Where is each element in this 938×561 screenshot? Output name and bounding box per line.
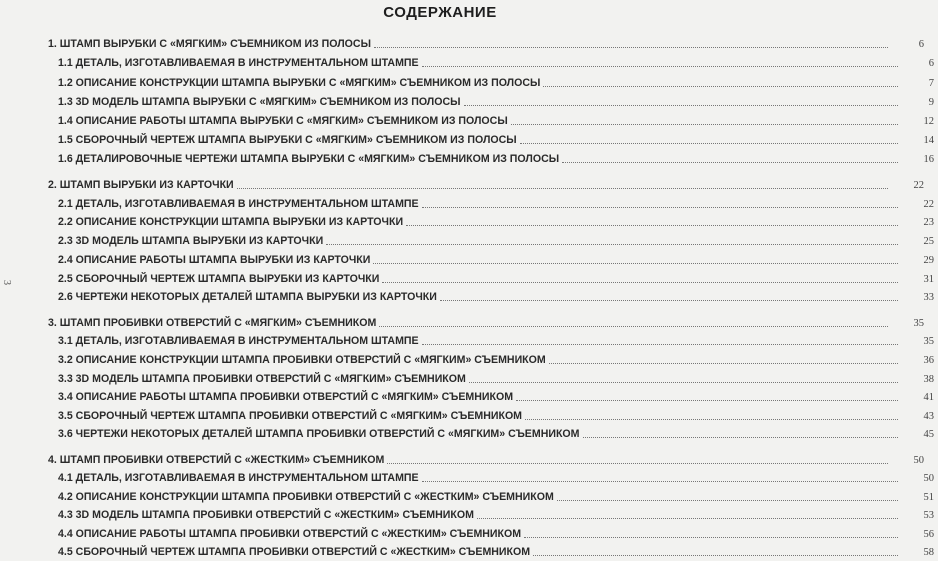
toc-section[interactable]	[0, 314, 928, 330]
toc-item[interactable]	[0, 488, 938, 504]
toc-item-label: 1.1 ДЕТАЛЬ, ИЗГОТАВЛИВАЕМАЯ В ИНСТРУМЕНТАЛЬНОМ ШТАМПЕ	[58, 57, 419, 69]
dot-leader	[422, 343, 898, 345]
toc-page-number: 56	[923, 529, 934, 540]
toc-page-number: 50	[913, 455, 924, 466]
toc-item[interactable]	[0, 388, 938, 404]
toc-item[interactable]	[0, 469, 938, 485]
toc-page-number: 50	[923, 473, 934, 484]
toc-item-label: 2.1 ДЕТАЛЬ, ИЗГОТАВЛИВАЕМАЯ В ИНСТРУМЕНТАЛЬНОМ ШТАМПЕ	[58, 198, 419, 210]
dot-leader	[382, 281, 898, 283]
dot-leader	[440, 299, 898, 301]
toc-item-label: 4.4 ОПИСАНИЕ РАБОТЫ ШТАМПА ПРОБИВКИ ОТВЕРСТИЙ С «ЖЕСТКИМ» СЪЕМНИКОМ	[58, 528, 522, 540]
toc-item[interactable]	[0, 543, 938, 559]
dot-leader	[326, 243, 898, 245]
toc-page-number: 45	[923, 429, 934, 440]
toc-page-number: 12	[923, 116, 934, 127]
toc-item[interactable]	[0, 195, 938, 211]
dot-leader	[549, 362, 898, 364]
toc-page-number: 35	[923, 336, 934, 347]
toc-page-number: 14	[923, 135, 934, 146]
toc-item-label: 3.5 СБОРОЧНЫЙ ЧЕРТЕЖ ШТАМПА ПРОБИВКИ ОТВЕРСТИЙ С «МЯГКИМ» СЪЕМНИКОМ	[58, 410, 523, 422]
toc-page-number: 31	[923, 274, 934, 285]
dot-leader	[464, 104, 899, 106]
toc-item[interactable]	[0, 131, 938, 147]
toc-item-label: 1.3 3D МОДЕЛЬ ШТАМПА ВЫРУБКИ С «МЯГКИМ» СЪЕМНИКОМ ИЗ ПОЛОСЫ	[58, 96, 461, 108]
toc-item-label: 3.4 ОПИСАНИЕ РАБОТЫ ШТАМПА ПРОБИВКИ ОТВЕРСТИЙ С «МЯГКИМ» СЪЕМНИКОМ	[58, 391, 514, 403]
dot-leader	[373, 262, 898, 264]
toc-item[interactable]	[0, 93, 938, 109]
toc-item[interactable]	[0, 112, 938, 128]
toc-item-label: 3.3 3D МОДЕЛЬ ШТАМПА ПРОБИВКИ ОТВЕРСТИЙ С «МЯГКИМ» СЪЕМНИКОМ	[58, 373, 466, 385]
toc-item-label: 1.6 ДЕТАЛИРОВОЧНЫЕ ЧЕРТЕЖИ ШТАМПА ВЫРУБКИ С «МЯГКИМ» СЪЕМНИКОМ ИЗ ПОЛОСЫ	[58, 153, 560, 165]
toc-item[interactable]	[0, 370, 938, 386]
toc-item[interactable]	[0, 150, 938, 166]
toc-page-number: 35	[913, 318, 924, 329]
toc-page-number: 41	[923, 392, 934, 403]
toc-page-number: 9	[928, 97, 934, 108]
toc-item[interactable]	[0, 232, 938, 248]
toc-page-number: 23	[923, 217, 934, 228]
toc-section[interactable]	[0, 176, 928, 192]
dot-leader	[520, 142, 898, 144]
toc-item-label: 2.3 3D МОДЕЛЬ ШТАМПА ВЫРУБКИ ИЗ КАРТОЧКИ	[58, 235, 324, 247]
toc-item[interactable]	[0, 407, 938, 423]
toc-item[interactable]	[0, 351, 938, 367]
toc-item-label: 1.5 СБОРОЧНЫЙ ЧЕРТЕЖ ШТАМПА ВЫРУБКИ С «МЯГКИМ» СЪЕМНИКОМ ИЗ ПОЛОСЫ	[58, 134, 517, 146]
toc-item-label: 3.6 ЧЕРТЕЖИ НЕКОТОРЫХ ДЕТАЛЕЙ ШТАМПА ПРОБИВКИ ОТВЕРСТИЙ С «МЯГКИМ» СЪЕМНИКОМ	[58, 428, 580, 440]
toc-item-label: 4.3 3D МОДЕЛЬ ШТАМПА ПРОБИВКИ ОТВЕРСТИЙ С «ЖЕСТКИМ» СЪЕМНИКОМ	[58, 509, 474, 521]
toc-item[interactable]	[0, 270, 938, 286]
dot-leader	[583, 436, 899, 438]
toc-item-label: 1.2 ОПИСАНИЕ КОНСТРУКЦИИ ШТАМПА ВЫРУБКИ С «МЯГКИМ» СЪЕМНИКОМ ИЗ ПОЛОСЫ	[58, 77, 541, 89]
toc-page-number: 22	[923, 199, 934, 210]
toc-page-number: 7	[928, 78, 934, 89]
toc-section[interactable]	[0, 35, 928, 51]
dot-leader	[533, 554, 898, 556]
toc-item[interactable]	[0, 332, 938, 348]
toc-section-label: 4. ШТАМП ПРОБИВКИ ОТВЕРСТИЙ С «ЖЕСТКИМ» СЪЕМНИКОМ	[48, 454, 385, 466]
dot-leader	[557, 499, 898, 501]
toc-page-number: 53	[923, 510, 934, 521]
dot-leader	[469, 381, 898, 383]
toc-page-number: 51	[923, 492, 934, 503]
toc-page-number: 43	[923, 411, 934, 422]
dot-leader	[379, 325, 888, 327]
toc-page-number: 38	[923, 374, 934, 385]
toc-item[interactable]	[0, 288, 938, 304]
toc-page-number: 58	[923, 547, 934, 558]
toc-item[interactable]	[0, 525, 938, 541]
toc-item-label: 2.6 ЧЕРТЕЖИ НЕКОТОРЫХ ДЕТАЛЕЙ ШТАМПА ВЫРУБКИ ИЗ КАРТОЧКИ	[58, 291, 437, 303]
toc-page-number: 25	[923, 236, 934, 247]
toc-item-label: 4.1 ДЕТАЛЬ, ИЗГОТАВЛИВАЕМАЯ В ИНСТРУМЕНТАЛЬНОМ ШТАМПЕ	[58, 472, 419, 484]
toc-item[interactable]	[0, 74, 938, 90]
dot-leader	[562, 161, 898, 163]
toc-item[interactable]	[0, 54, 938, 70]
toc-section[interactable]	[0, 451, 928, 467]
toc-page-number: 36	[923, 355, 934, 366]
toc-item-label: 2.2 ОПИСАНИЕ КОНСТРУКЦИИ ШТАМПА ВЫРУБКИ ИЗ КАРТОЧКИ	[58, 216, 404, 228]
toc-item[interactable]	[0, 425, 938, 441]
dot-leader	[406, 224, 898, 226]
dot-leader	[525, 418, 898, 420]
dot-leader	[516, 399, 898, 401]
dot-leader	[511, 123, 898, 125]
toc-item-label: 4.2 ОПИСАНИЕ КОНСТРУКЦИИ ШТАМПА ПРОБИВКИ ОТВЕРСТИЙ С «ЖЕСТКИМ» СЪЕМНИКОМ	[58, 491, 554, 503]
toc-item[interactable]	[0, 213, 938, 229]
toc-item-label: 4.5 СБОРОЧНЫЙ ЧЕРТЕЖ ШТАМПА ПРОБИВКИ ОТВЕРСТИЙ С «ЖЕСТКИМ» СЪЕМНИКОМ	[58, 546, 531, 558]
toc-item[interactable]	[0, 251, 938, 267]
dot-leader	[422, 480, 898, 482]
dot-leader	[387, 462, 888, 464]
toc-item-label: 3.1 ДЕТАЛЬ, ИЗГОТАВЛИВАЕМАЯ В ИНСТРУМЕНТАЛЬНОМ ШТАМПЕ	[58, 335, 419, 347]
toc-page-number: 33	[923, 292, 934, 303]
toc-page-number: 16	[923, 154, 934, 165]
toc-section-label: 2. ШТАМП ВЫРУБКИ ИЗ КАРТОЧКИ	[48, 179, 234, 191]
toc-page-number: 6	[928, 58, 934, 69]
dot-leader	[422, 65, 898, 67]
toc-item-label: 2.4 ОПИСАНИЕ РАБОТЫ ШТАМПА ВЫРУБКИ ИЗ КАРТОЧКИ	[58, 254, 371, 266]
toc-section-label: 3. ШТАМП ПРОБИВКИ ОТВЕРСТИЙ С «МЯГКИМ» СЪЕМНИКОМ	[48, 317, 377, 329]
dot-leader	[477, 517, 898, 519]
toc-section-label: 1. ШТАМП ВЫРУБКИ С «МЯГКИМ» СЪЕМНИКОМ ИЗ ПОЛОСЫ	[48, 38, 371, 50]
toc-item-label: 2.5 СБОРОЧНЫЙ ЧЕРТЕЖ ШТАМПА ВЫРУБКИ ИЗ КАРТОЧКИ	[58, 273, 380, 285]
dot-leader	[524, 536, 898, 538]
dot-leader	[543, 85, 898, 87]
dot-leader	[237, 187, 888, 189]
dot-leader	[374, 46, 888, 48]
toc-page-number: 6	[918, 39, 924, 50]
side-page-number: 3	[1, 280, 12, 285]
toc-page-number: 29	[923, 255, 934, 266]
toc-page-number: 22	[913, 180, 924, 191]
dot-leader	[422, 206, 898, 208]
page-title: СОДЕРЖАНИЕ	[383, 4, 497, 21]
toc-item-label: 3.2 ОПИСАНИЕ КОНСТРУКЦИИ ШТАМПА ПРОБИВКИ ОТВЕРСТИЙ С «МЯГКИМ» СЪЕМНИКОМ	[58, 354, 546, 366]
toc-item-label: 1.4 ОПИСАНИЕ РАБОТЫ ШТАМПА ВЫРУБКИ С «МЯГКИМ» СЪЕМНИКОМ ИЗ ПОЛОСЫ	[58, 115, 508, 127]
toc-item[interactable]	[0, 506, 938, 522]
